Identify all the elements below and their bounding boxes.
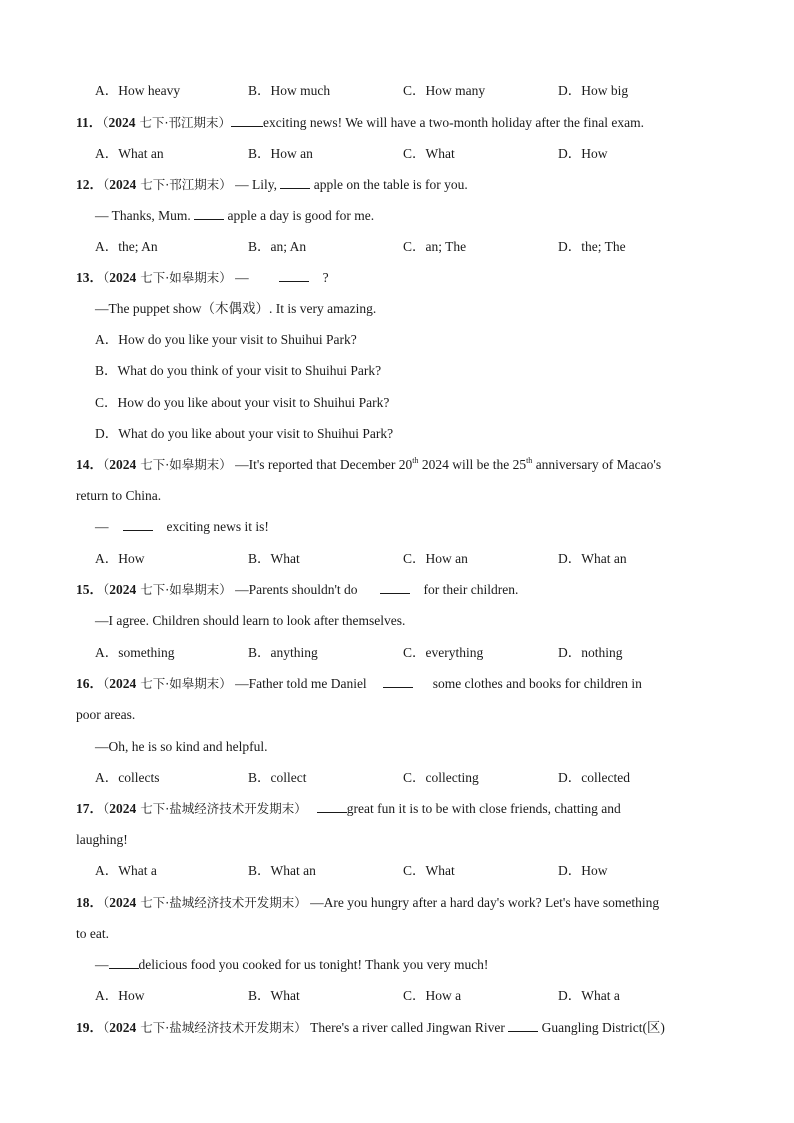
question-11 bbox=[76, 113, 734, 133]
option-b[interactable]: B．What bbox=[248, 551, 300, 566]
question-number: 16． bbox=[76, 676, 103, 691]
option-b[interactable]: B．What an bbox=[248, 863, 316, 878]
option-a[interactable]: A．What a bbox=[95, 863, 157, 878]
question-number: 15． bbox=[76, 582, 103, 597]
answer-blank[interactable] bbox=[317, 799, 347, 813]
option-a[interactable]: A．the; An bbox=[95, 239, 158, 254]
q18-line2 bbox=[76, 924, 734, 944]
question-source: （2024 七下·如皋期末） bbox=[103, 582, 232, 597]
q18-dialogue bbox=[95, 955, 734, 975]
dialogue-text: — Thanks, Mum. bbox=[95, 208, 195, 223]
option-a[interactable]: A．How bbox=[95, 988, 145, 1003]
option-b[interactable]: B．anything bbox=[248, 645, 318, 660]
option-c[interactable]: C．How a bbox=[403, 988, 462, 1003]
question-text: laughing! bbox=[76, 832, 128, 847]
question-number: 14． bbox=[76, 457, 103, 472]
question-text: return to China. bbox=[76, 488, 162, 503]
q16-line2 bbox=[76, 705, 734, 725]
q14-line2 bbox=[76, 486, 734, 506]
option-d[interactable]: D．What an bbox=[558, 551, 627, 566]
q13-option-a[interactable]: A．How do you like your visit to Shuihui Park? bbox=[95, 332, 357, 347]
question-source: （2024 七下·盐城经济技术开发期末） bbox=[103, 1020, 307, 1035]
q11-options bbox=[95, 144, 734, 164]
question-number: 18． bbox=[76, 895, 103, 910]
dialogue-text: —The puppet show（木偶戏）. It is very amazing. bbox=[95, 301, 377, 316]
question-number: 17． bbox=[76, 801, 103, 816]
option-b[interactable]: B．How much bbox=[248, 83, 331, 98]
question-text: —It's reported that December 20 bbox=[231, 457, 413, 472]
option-d[interactable]: D．What a bbox=[558, 988, 620, 1003]
option-c[interactable]: C．collecting bbox=[403, 770, 479, 785]
question-number: 13． bbox=[76, 270, 103, 285]
question-16 bbox=[76, 674, 734, 694]
answer-blank[interactable] bbox=[231, 113, 263, 127]
dialogue-text: apple a day is good for me. bbox=[224, 208, 375, 223]
question-12 bbox=[76, 175, 734, 195]
q17-line2 bbox=[76, 830, 734, 850]
question-number: 19． bbox=[76, 1020, 103, 1035]
question-text: great fun it is to be with close friends, chatting and bbox=[346, 801, 621, 816]
question-source: （2024 七下·盐城经济技术开发期末） bbox=[103, 801, 307, 816]
question-text: 2024 will be the 25 bbox=[418, 457, 527, 472]
dialogue-text: — bbox=[95, 519, 109, 534]
question-text: anniversary of Macao's bbox=[532, 457, 662, 472]
option-c[interactable]: C．What bbox=[403, 863, 455, 878]
question-19 bbox=[76, 1018, 734, 1038]
question-text: — bbox=[231, 270, 249, 285]
q13-option-c[interactable]: C．How do you like about your visit to Shuihui Park? bbox=[95, 395, 390, 410]
q13-option-d[interactable]: D．What do you like about your visit to Shuihui Park? bbox=[95, 426, 394, 441]
option-b[interactable]: B．collect bbox=[248, 770, 307, 785]
superscript: th bbox=[412, 456, 419, 465]
answer-blank[interactable] bbox=[280, 175, 310, 189]
question-text: to eat. bbox=[76, 926, 109, 941]
option-c[interactable]: C．everything bbox=[403, 645, 484, 660]
question-source: （2024 七下·如皋期末） bbox=[103, 270, 232, 285]
question-source: （2024 七下·邗江期末） bbox=[102, 115, 231, 130]
question-source: （2024 七下·邗江期末） bbox=[103, 177, 232, 192]
option-d[interactable]: D．How bbox=[558, 863, 608, 878]
q13-dialogue bbox=[95, 299, 734, 319]
option-a[interactable]: A．How heavy bbox=[95, 83, 181, 98]
question-source: （2024 七下·如皋期末） bbox=[103, 676, 232, 691]
dialogue-text: —Oh, he is so kind and helpful. bbox=[95, 739, 268, 754]
answer-blank[interactable] bbox=[194, 206, 224, 220]
option-d[interactable]: D．nothing bbox=[558, 645, 623, 660]
answer-blank[interactable] bbox=[109, 955, 139, 969]
question-text: ? bbox=[322, 270, 329, 285]
q17-options bbox=[95, 861, 734, 881]
answer-blank[interactable] bbox=[279, 268, 309, 282]
dialogue-text: delicious food you cooked for us tonight! Thank you very much! bbox=[138, 957, 489, 972]
option-b[interactable]: B．What bbox=[248, 988, 300, 1003]
option-a[interactable]: A．collects bbox=[95, 770, 160, 785]
option-d[interactable]: D．How bbox=[558, 146, 608, 161]
q16-dialogue bbox=[95, 737, 734, 757]
option-c[interactable]: C．What bbox=[403, 146, 455, 161]
answer-blank[interactable] bbox=[123, 517, 153, 531]
dialogue-text: exciting news it is! bbox=[166, 519, 269, 534]
dialogue-text: —I agree. Children should learn to look after themselves. bbox=[95, 613, 406, 628]
q12-dialogue bbox=[95, 206, 734, 226]
question-17 bbox=[76, 799, 734, 819]
question-18 bbox=[76, 893, 734, 913]
option-a[interactable]: A．How bbox=[95, 551, 145, 566]
option-c[interactable]: C．an; The bbox=[403, 239, 467, 254]
question-text: for their children. bbox=[423, 582, 519, 597]
question-text: apple on the table is for you. bbox=[310, 177, 468, 192]
question-15 bbox=[76, 580, 734, 600]
answer-blank[interactable] bbox=[380, 580, 410, 594]
question-text: —Parents shouldn't do bbox=[231, 582, 358, 597]
q15-dialogue bbox=[95, 611, 734, 631]
question-text: —Father told me Daniel bbox=[231, 676, 367, 691]
answer-blank[interactable] bbox=[508, 1018, 538, 1032]
question-text: —Are you hungry after a hard day's work? Let's have something bbox=[306, 895, 660, 910]
question-text: exciting news! We will have a two-month holiday after the final exam. bbox=[262, 115, 645, 130]
option-a[interactable]: A．What an bbox=[95, 146, 164, 161]
q12-options bbox=[95, 237, 734, 257]
option-d[interactable]: D．How big bbox=[558, 83, 629, 98]
q18-options bbox=[95, 986, 734, 1006]
option-c[interactable]: C．How an bbox=[403, 551, 468, 566]
dialogue-text: — bbox=[95, 957, 109, 972]
q15-options bbox=[95, 643, 734, 663]
superscript: th bbox=[526, 456, 533, 465]
option-b[interactable]: B．an; An bbox=[248, 239, 307, 254]
option-b[interactable]: B．How an bbox=[248, 146, 313, 161]
q16-options bbox=[95, 768, 734, 788]
option-d[interactable]: D．the; The bbox=[558, 239, 626, 254]
question-text: — Lily, bbox=[231, 177, 281, 192]
option-d[interactable]: D．collected bbox=[558, 770, 630, 785]
question-text: some clothes and books for children in bbox=[432, 676, 642, 691]
q10-options bbox=[95, 81, 734, 101]
q13-option-b[interactable]: B．What do you think of your visit to Shuihui Park? bbox=[95, 363, 382, 378]
question-text: Guangling District(区) bbox=[538, 1020, 665, 1035]
question-text: There's a river called Jingwan River bbox=[306, 1020, 509, 1035]
question-source: （2024 七下·盐城经济技术开发期末） bbox=[103, 895, 307, 910]
question-text: poor areas. bbox=[76, 707, 136, 722]
q14-dialogue bbox=[95, 517, 734, 537]
option-a[interactable]: A．something bbox=[95, 645, 175, 660]
option-c[interactable]: C．How many bbox=[403, 83, 486, 98]
question-14 bbox=[76, 455, 734, 475]
answer-blank[interactable] bbox=[383, 674, 413, 688]
question-source: （2024 七下·如皋期末） bbox=[103, 457, 232, 472]
question-number: 11． bbox=[76, 115, 103, 130]
question-13 bbox=[76, 268, 734, 288]
q14-options bbox=[95, 549, 734, 569]
question-number: 12． bbox=[76, 177, 103, 192]
